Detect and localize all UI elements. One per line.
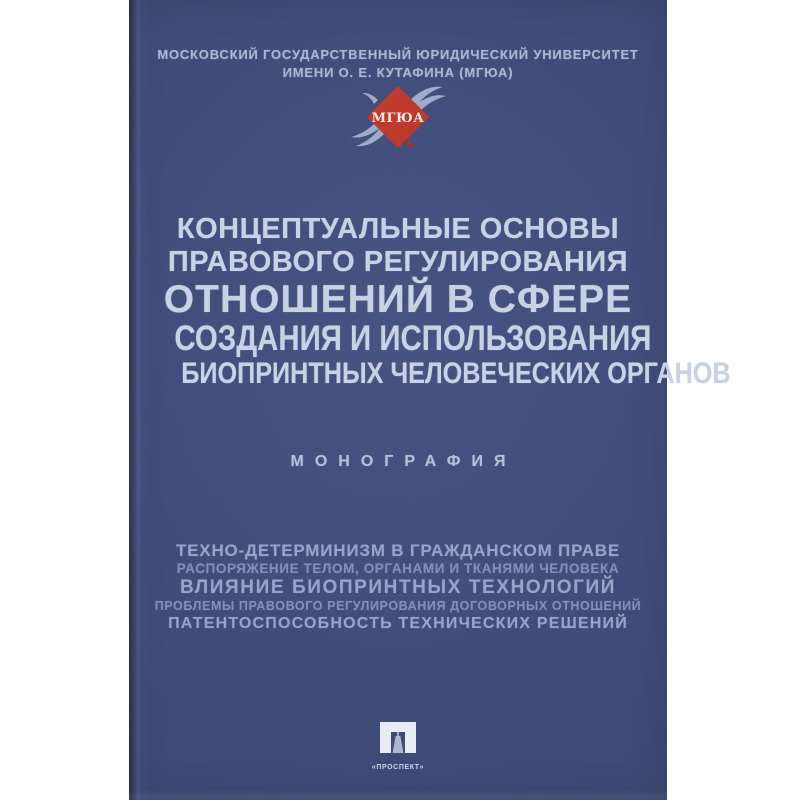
mgua-emblem-graphic (340, 86, 456, 148)
title-line-1: КОНЦЕПТУАЛЬНЫЕ ОСНОВЫ (176, 213, 620, 245)
topic-line-4: ПРОБЛЕМЫ ПРАВОВОГО РЕГУЛИРОВАНИЯ ДОГОВОРНЫХ ОТНОШЕНИЙ (154, 599, 642, 613)
spire-shape (397, 728, 399, 737)
emblem-label: МГЮА (371, 111, 425, 126)
university-line-2: ИМЕНИ О. Е. КУТАФИНА (МГЮА) (282, 65, 514, 80)
topic-line-2: РАСПОРЯЖЕНИЕ ТЕЛОМ, ОРГАНАМИ И ТКАНЯМИ ЧЕЛОВЕКА (176, 561, 620, 576)
book-title (129, 213, 731, 391)
title-line-4 (129, 321, 667, 357)
topic-line-3: ВЛИЯНИЕ БИОПРИНТНЫХ ТЕХНОЛОГИЙ (179, 577, 617, 598)
university-name (129, 46, 667, 82)
title-line-5-text: БИОПРИНТНЫХ ЧЕЛОВЕЧЕСКИХ ОРГАНОВ (181, 357, 731, 390)
title-line-3: ОТНОШЕНИЙ В СФЕРЕ (163, 278, 633, 321)
prospekt-logo-icon (376, 720, 420, 758)
publisher-name: «ПРОСПЕКТ» (371, 764, 425, 771)
title-line-4-text: СОЗДАНИЯ И ИСПОЛЬЗОВАНИЯ (174, 319, 652, 358)
book-cover (129, 0, 731, 800)
topics-list (129, 541, 667, 634)
mgua-emblem-icon (129, 86, 667, 146)
ribbon-shape (406, 138, 416, 148)
subtitle-monograph: МОНОГРАФИЯ (290, 453, 517, 470)
publisher-block (129, 720, 667, 772)
road-shape (393, 736, 404, 753)
university-line-1: МОСКОВСКИЙ ГОСУДАРСТВЕННЫЙ ЮРИДИЧЕСКИЙ УНИВЕРСИТЕТ (157, 47, 639, 62)
topic-line-5: ПАТЕНТОСПОСОБНОСТЬ ТЕХНИЧЕСКИХ РЕШЕНИЙ (168, 615, 628, 632)
title-line-5 (129, 357, 731, 391)
topic-line-1: ТЕХНО-ДЕТЕРМИНИЗМ В ГРАЖДАНСКОМ ПРАВЕ (175, 541, 621, 560)
title-line-2: ПРАВОВОГО РЕГУЛИРОВАНИЯ (167, 246, 629, 278)
